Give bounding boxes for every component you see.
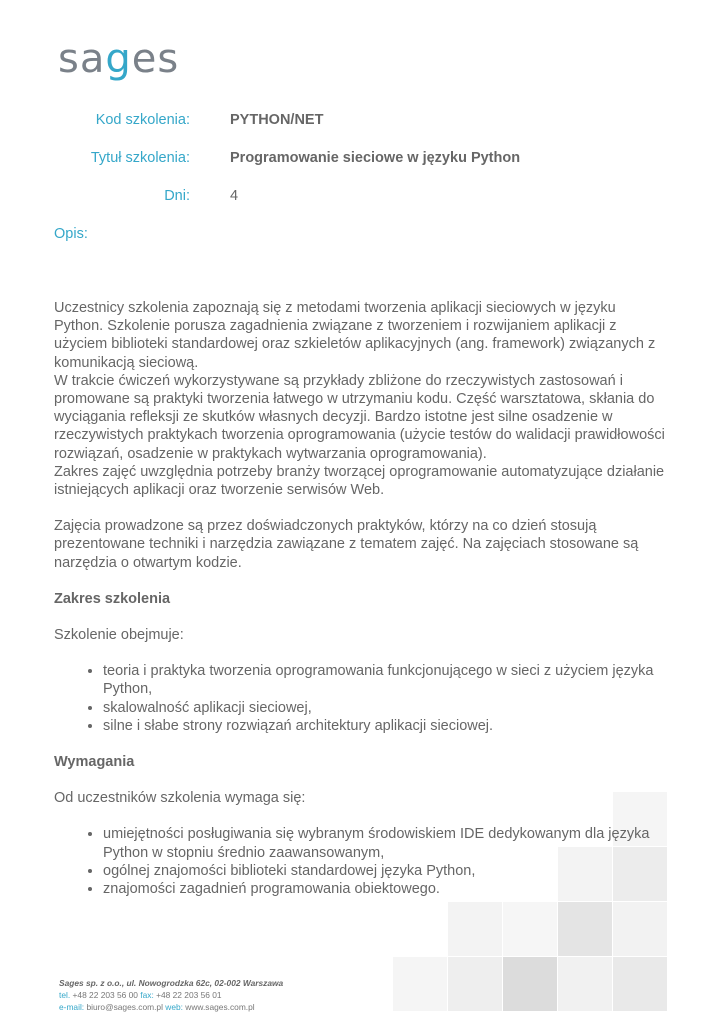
decor-square <box>503 957 557 1011</box>
decor-square <box>558 957 612 1011</box>
list-item: • teoria i praktyka tworzenia oprogramowania funkcjonującego w sieci z użyciem języka Python, <box>103 662 666 698</box>
decor-square <box>393 957 447 1011</box>
list-item: • ogólnej znajomości biblioteki standardowej języka Python, <box>103 862 666 880</box>
description-label: Opis: <box>54 226 88 242</box>
requirements-heading: Wymagania <box>54 754 135 771</box>
description-paragraph: Zakres zajęć uwzględnia potrzeby branży tworzącej oprogramowanie automatyzujące działanie istniejących aplikacji oraz tworzenie serwisów Web. <box>54 463 665 499</box>
days-label: Dni: <box>164 188 190 204</box>
decor-square <box>448 902 502 956</box>
list-item: • skalowalność aplikacji sieciowej, <box>103 699 666 717</box>
decor-square <box>558 902 612 956</box>
requirements-intro: Od uczestników szkolenia wymaga się: <box>54 790 306 807</box>
footer <box>59 977 283 1013</box>
list-item: • znajomości zagadnień programowania obiektowego. <box>103 880 666 898</box>
footer-phone-line: tel. +48 22 203 56 00 fax: +48 22 203 56 01 <box>59 990 222 1000</box>
description-paragraph: Uczestnicy szkolenia zapoznają się z metodami tworzenia aplikacji sieciowych w języku Python. Szkolenie porusza zagadnienia związane z tworzeniem i rozwijaniem aplikacji z użyciem biblioteki standardowej oraz szkieletów aplikacyjnych (ang. framework) związanych z komunikacją sieciową. <box>54 300 656 371</box>
title-value: Programowanie sieciowe w języku Python <box>230 150 521 166</box>
footer-company: Sages sp. z o.o., ul. Nowogrodzka 62c, 02-002 Warszawa <box>59 978 284 988</box>
decor-square <box>613 957 667 1011</box>
scope-intro: Szkolenie obejmuje: <box>54 627 184 644</box>
scope-heading: Zakres szkolenia <box>54 590 171 607</box>
decor-square <box>448 957 502 1011</box>
scope-list <box>54 662 666 735</box>
description-paragraph: Zajęcia prowadzone są przez doświadczonych praktyków, którzy na co dzień stosują prezentowane techniki i narzędzia zawiązane z tematem zajęć. Na zajęciach stosowane są narzędzia o otwartym kodzie. <box>54 518 639 571</box>
list-item: • umiejętności posługiwania się wybranym środowiskiem IDE dedykowanym dla języka Python w stopniu średnio zaawansowanym, <box>103 825 666 861</box>
days-value: 4 <box>230 188 239 204</box>
code-value: PYTHON/NET <box>230 112 324 128</box>
document-body <box>54 299 666 898</box>
web-link[interactable]: www.sages.com.pl <box>182 1002 255 1012</box>
list-item: • silne i słabe strony rozwiązań architektury aplikacji sieciowej. <box>103 717 666 735</box>
requirements-list <box>54 825 666 898</box>
decor-square <box>503 902 557 956</box>
title-label: Tytuł szkolenia: <box>90 150 190 166</box>
email-link[interactable]: biuro@sages.com.pl <box>84 1002 166 1012</box>
description-paragraph: W trakcie ćwiczeń wykorzystywane są przykłady zbliżone do rzeczywistych zastosowań i promowane są praktyki tworzenia łatwego w utrzymaniu kodu. Część warsztatowa, skłania do wyciągania refleksji ze skutków własnych decyzji. Bardzo istotne jest silne osadzenie w rzeczywistych praktykach tworzenia oprogramowania (użycie testów do walidacji prawidłowości rozwiązań, osadzenie w praktykach wytwarzania oprogramowania). <box>54 372 665 462</box>
footer-contact-line: e-mail: biuro@sages.com.pl web: www.sages.com.pl <box>59 1002 255 1012</box>
sages-logo: sages <box>58 36 180 82</box>
code-label: Kod szkolenia: <box>95 112 190 128</box>
decor-square <box>613 902 667 956</box>
